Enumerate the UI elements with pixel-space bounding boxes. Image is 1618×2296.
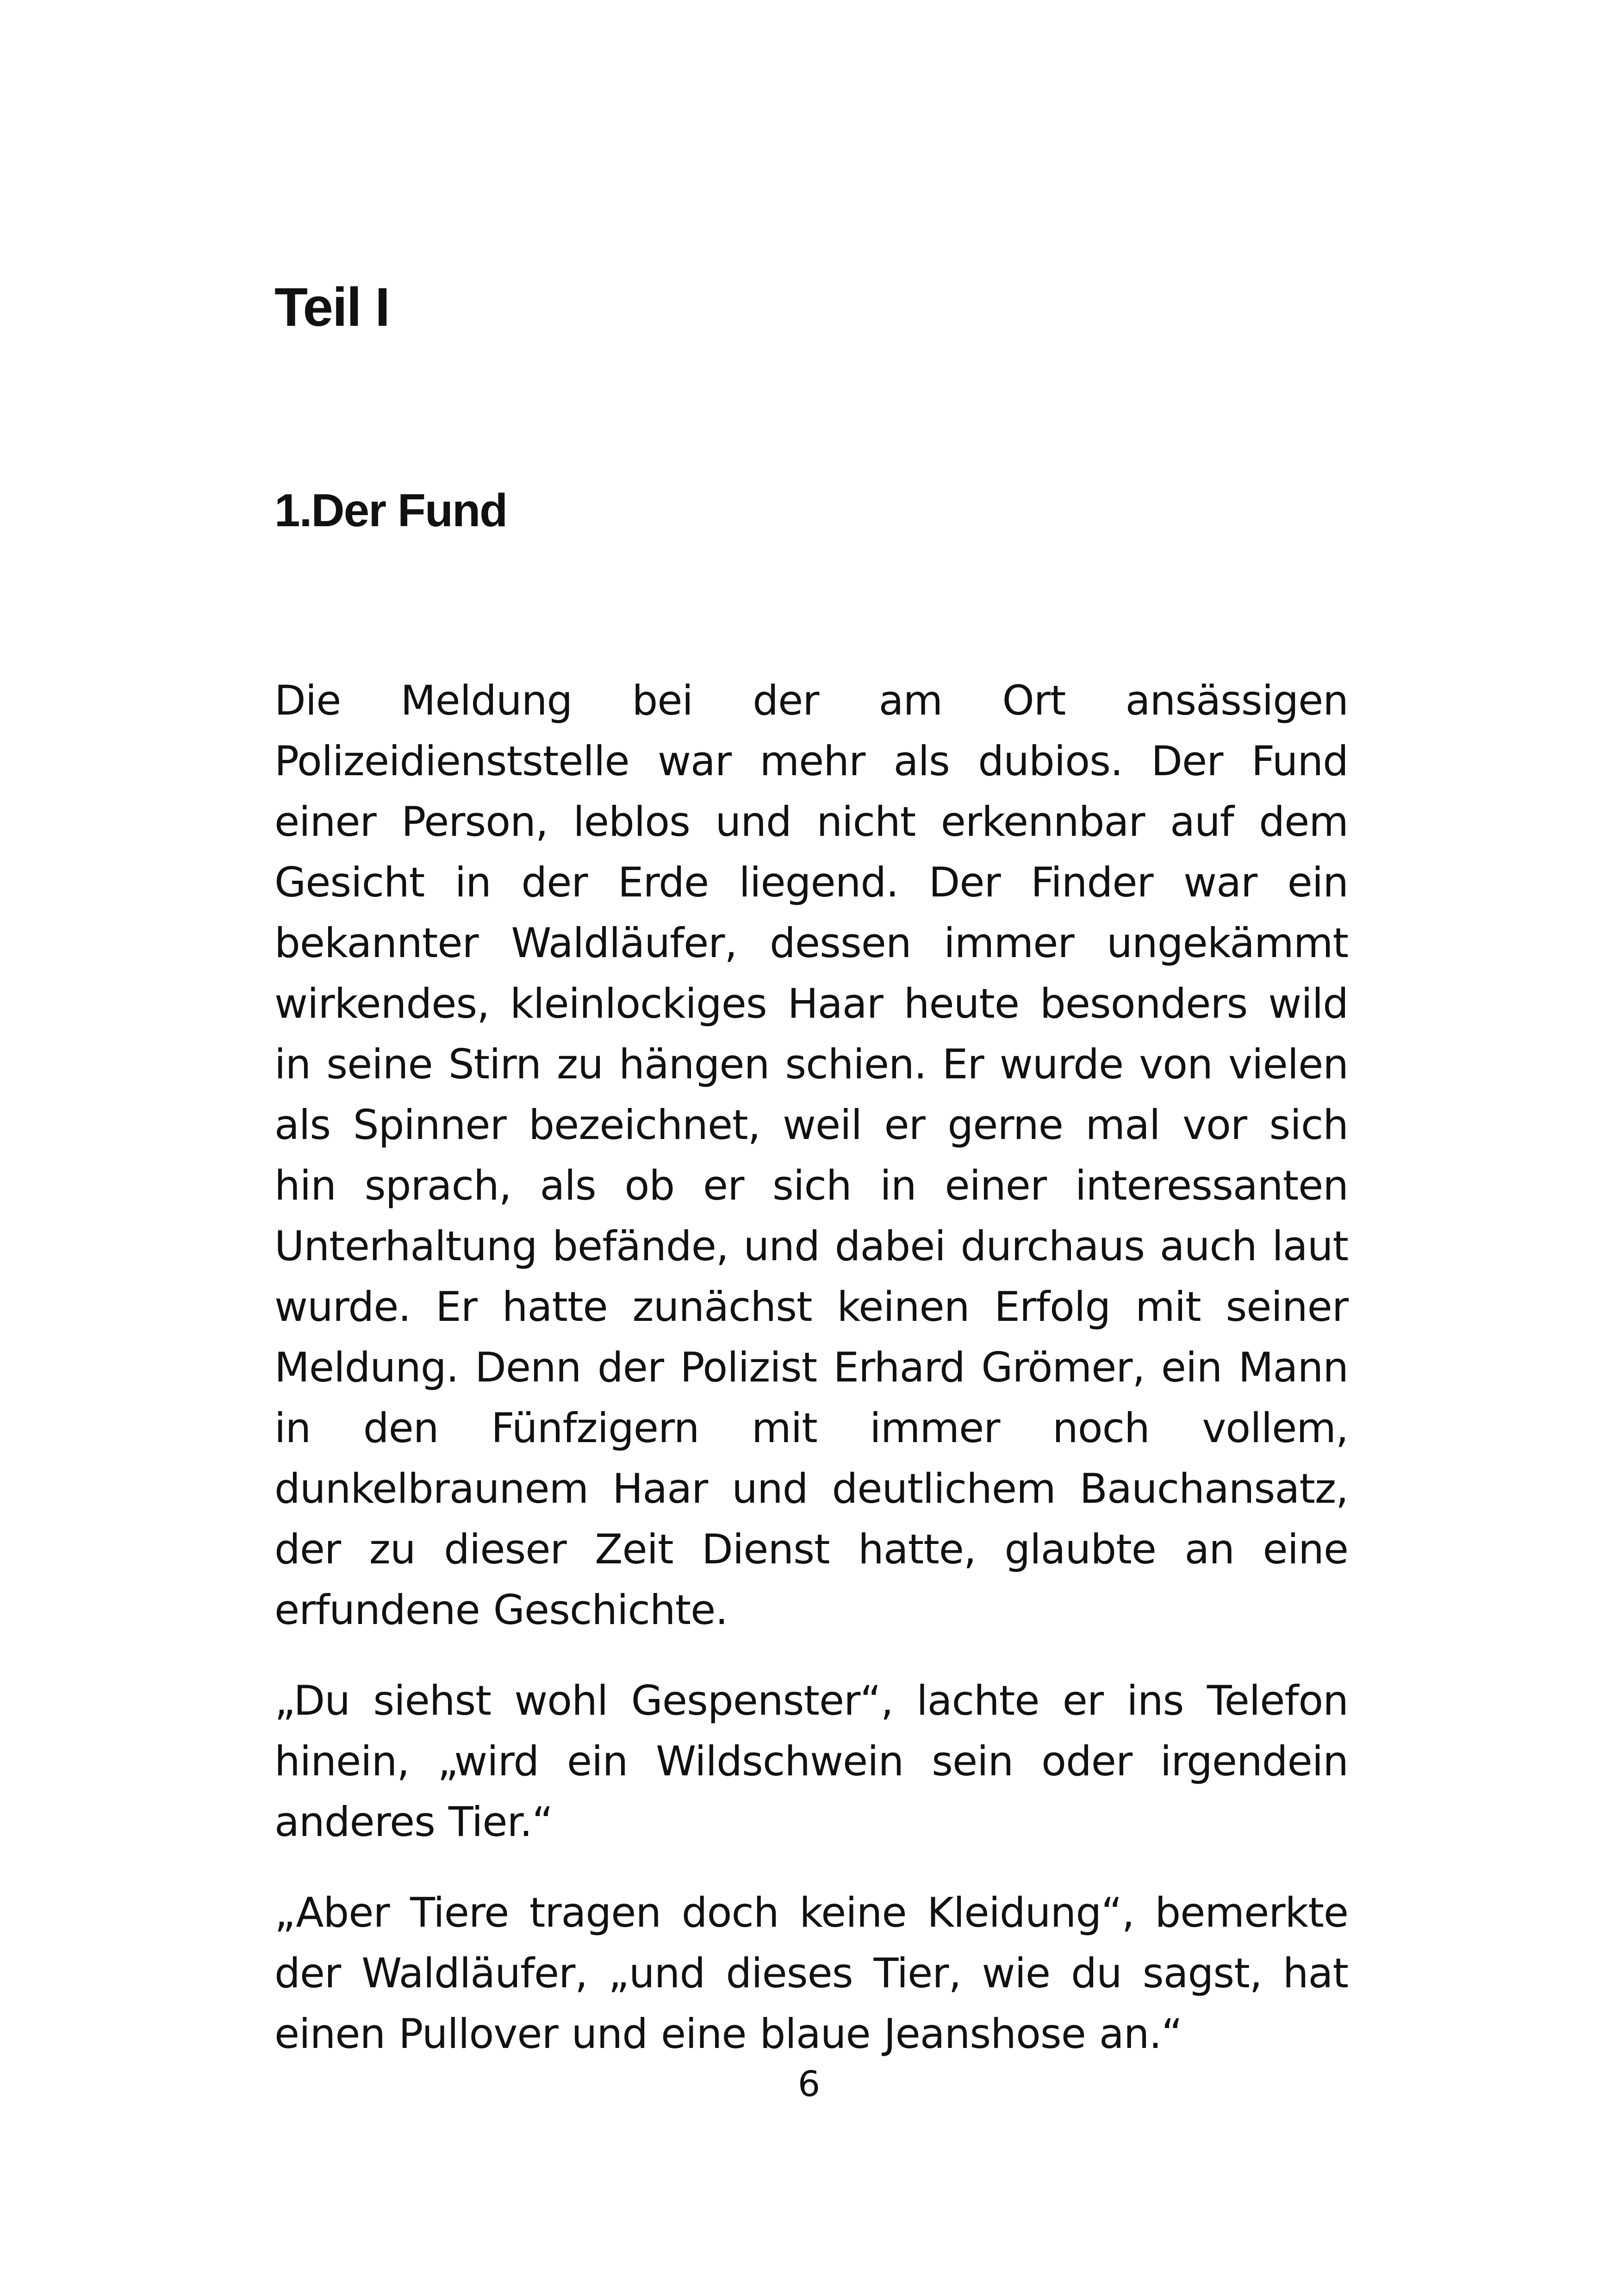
paragraph: Die Meldung bei der am Ort ansässigen Polizeidienststelle war mehr als dubios. Der Fund einer Person, leblos und nicht erkennbar auf dem Gesicht in der Erde liegend. Der Finder war ein bekannter Waldläufer, dessen immer ungekämmt wirkendes, kleinlockiges Haar heute besonders wild in seine Stirn zu hängen schien. Er wurde von vielen als Spinner bezeichnet, weil er gerne mal vor sich hin sprach, als ob er sich in einer interessanten Unterhaltung befände, und dabei durchaus auch laut wurde. Er hatte zunächst keinen Erfolg mit seiner Meldung. Denn der Polizist Erhard Grömer, ein Mann in den Fünfzigern mit immer noch vollem, dunkelbraunem Haar und deutlichem Bauchansatz, der zu dieser Zeit Dienst hatte, glaubte an eine erfundene Geschichte.	[274, 676, 1348, 1634]
paragraph: „Du siehst wohl Gespenster“, lachte er ins Telefon hinein, „wird ein Wildschwein sein oder irgendein anderes Tier.“	[274, 1676, 1348, 1846]
part-title: Teil I	[274, 277, 390, 338]
paragraph: „Aber Tiere tragen doch keine Kleidung“, bemerkte der Waldläufer, „und dieses Tier, wie du sagst, hat einen Pullover und eine blaue Jeanshose an.“	[274, 1888, 1348, 2058]
chapter-title: 1.Der Fund	[274, 484, 507, 536]
page-content	[274, 278, 1348, 2094]
body-text	[274, 670, 1348, 2064]
page-number: 6	[797, 2063, 821, 2104]
